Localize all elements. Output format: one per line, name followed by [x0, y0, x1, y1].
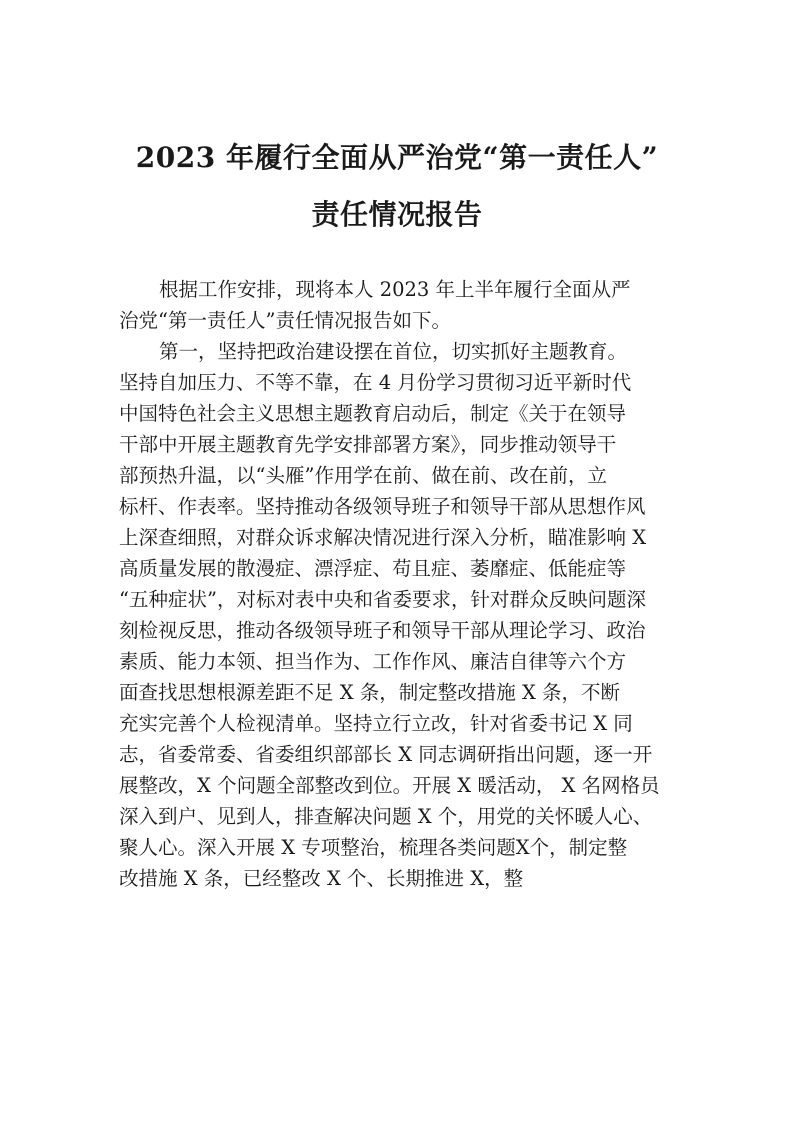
body-line: 根据工作安排，现将本人 2023 年上半年履行全面从严 — [159, 278, 631, 301]
body-line: 干部中开展主题教育先学安排部署方案》，同步推动领导干 — [119, 433, 617, 456]
body-line: 高质量发展的散漫症、漂浮症、苟且症、萎靡症、低能症等 — [119, 557, 627, 580]
body-line: 充实完善个人检视清单。坚持立行立改，针对省委书记 X 同 — [119, 712, 633, 735]
body-line: 部预热升温，以“头雁”作用学在前、做在前、改在前，立 — [119, 464, 607, 487]
body-line: 改措施 X 条，已经整改 X 个、长期推进 X，整 — [119, 867, 524, 890]
body-line: 聚人心。深入开展 X 专项整治，梳理各类问题X个，制定整 — [119, 836, 628, 859]
body-line: 展整改，X 个问题全部整改到位。开展 X 暖活动， X 名网格员 — [119, 774, 660, 797]
report-title-line-2: 责任情况报告 — [311, 198, 483, 231]
body-line: 坚持自加压力、不等不靠，在 4 月份学习贯彻习近平新时代 — [119, 371, 632, 394]
body-line: 素质、能力本领、担当作为、工作作风、廉洁自律等六个方 — [119, 650, 627, 673]
body-line: 第一，坚持把政治建设摆在首位，切实抓好主题教育。 — [159, 340, 628, 363]
report-title-line-1: 2023 年履行全面从严治党“第一责任人” — [135, 141, 659, 174]
body-line: 中国特色社会主义思想主题教育启动后，制定《关于在领导 — [119, 402, 627, 425]
body-line: 标杆、作表率。坚持推动各级领导班子和领导干部从思想作风 — [119, 495, 646, 518]
body-line: “五种症状”，对标对表中央和省委要求，针对群众反映问题深 — [119, 588, 646, 611]
body-line: 面查找思想根源差距不足 X 条，制定整改措施 X 条，不断 — [119, 681, 621, 704]
body-line: 上深查细照，对群众诉求解决情况进行深入分析，瞄准影响 X — [119, 526, 647, 549]
body-line: 治党“第一责任人”责任情况报告如下。 — [119, 309, 451, 332]
body-line: 深入到户、见到人，排查解决问题 X 个，用党的关怀暖人心、 — [119, 805, 653, 828]
body-line: 刻检视反思，推动各级领导班子和领导干部从理论学习、政治 — [119, 619, 646, 642]
report-body — [119, 274, 689, 894]
body-line: 志，省委常委、省委组织部部长 X 同志调研指出问题，逐一开 — [119, 743, 653, 766]
